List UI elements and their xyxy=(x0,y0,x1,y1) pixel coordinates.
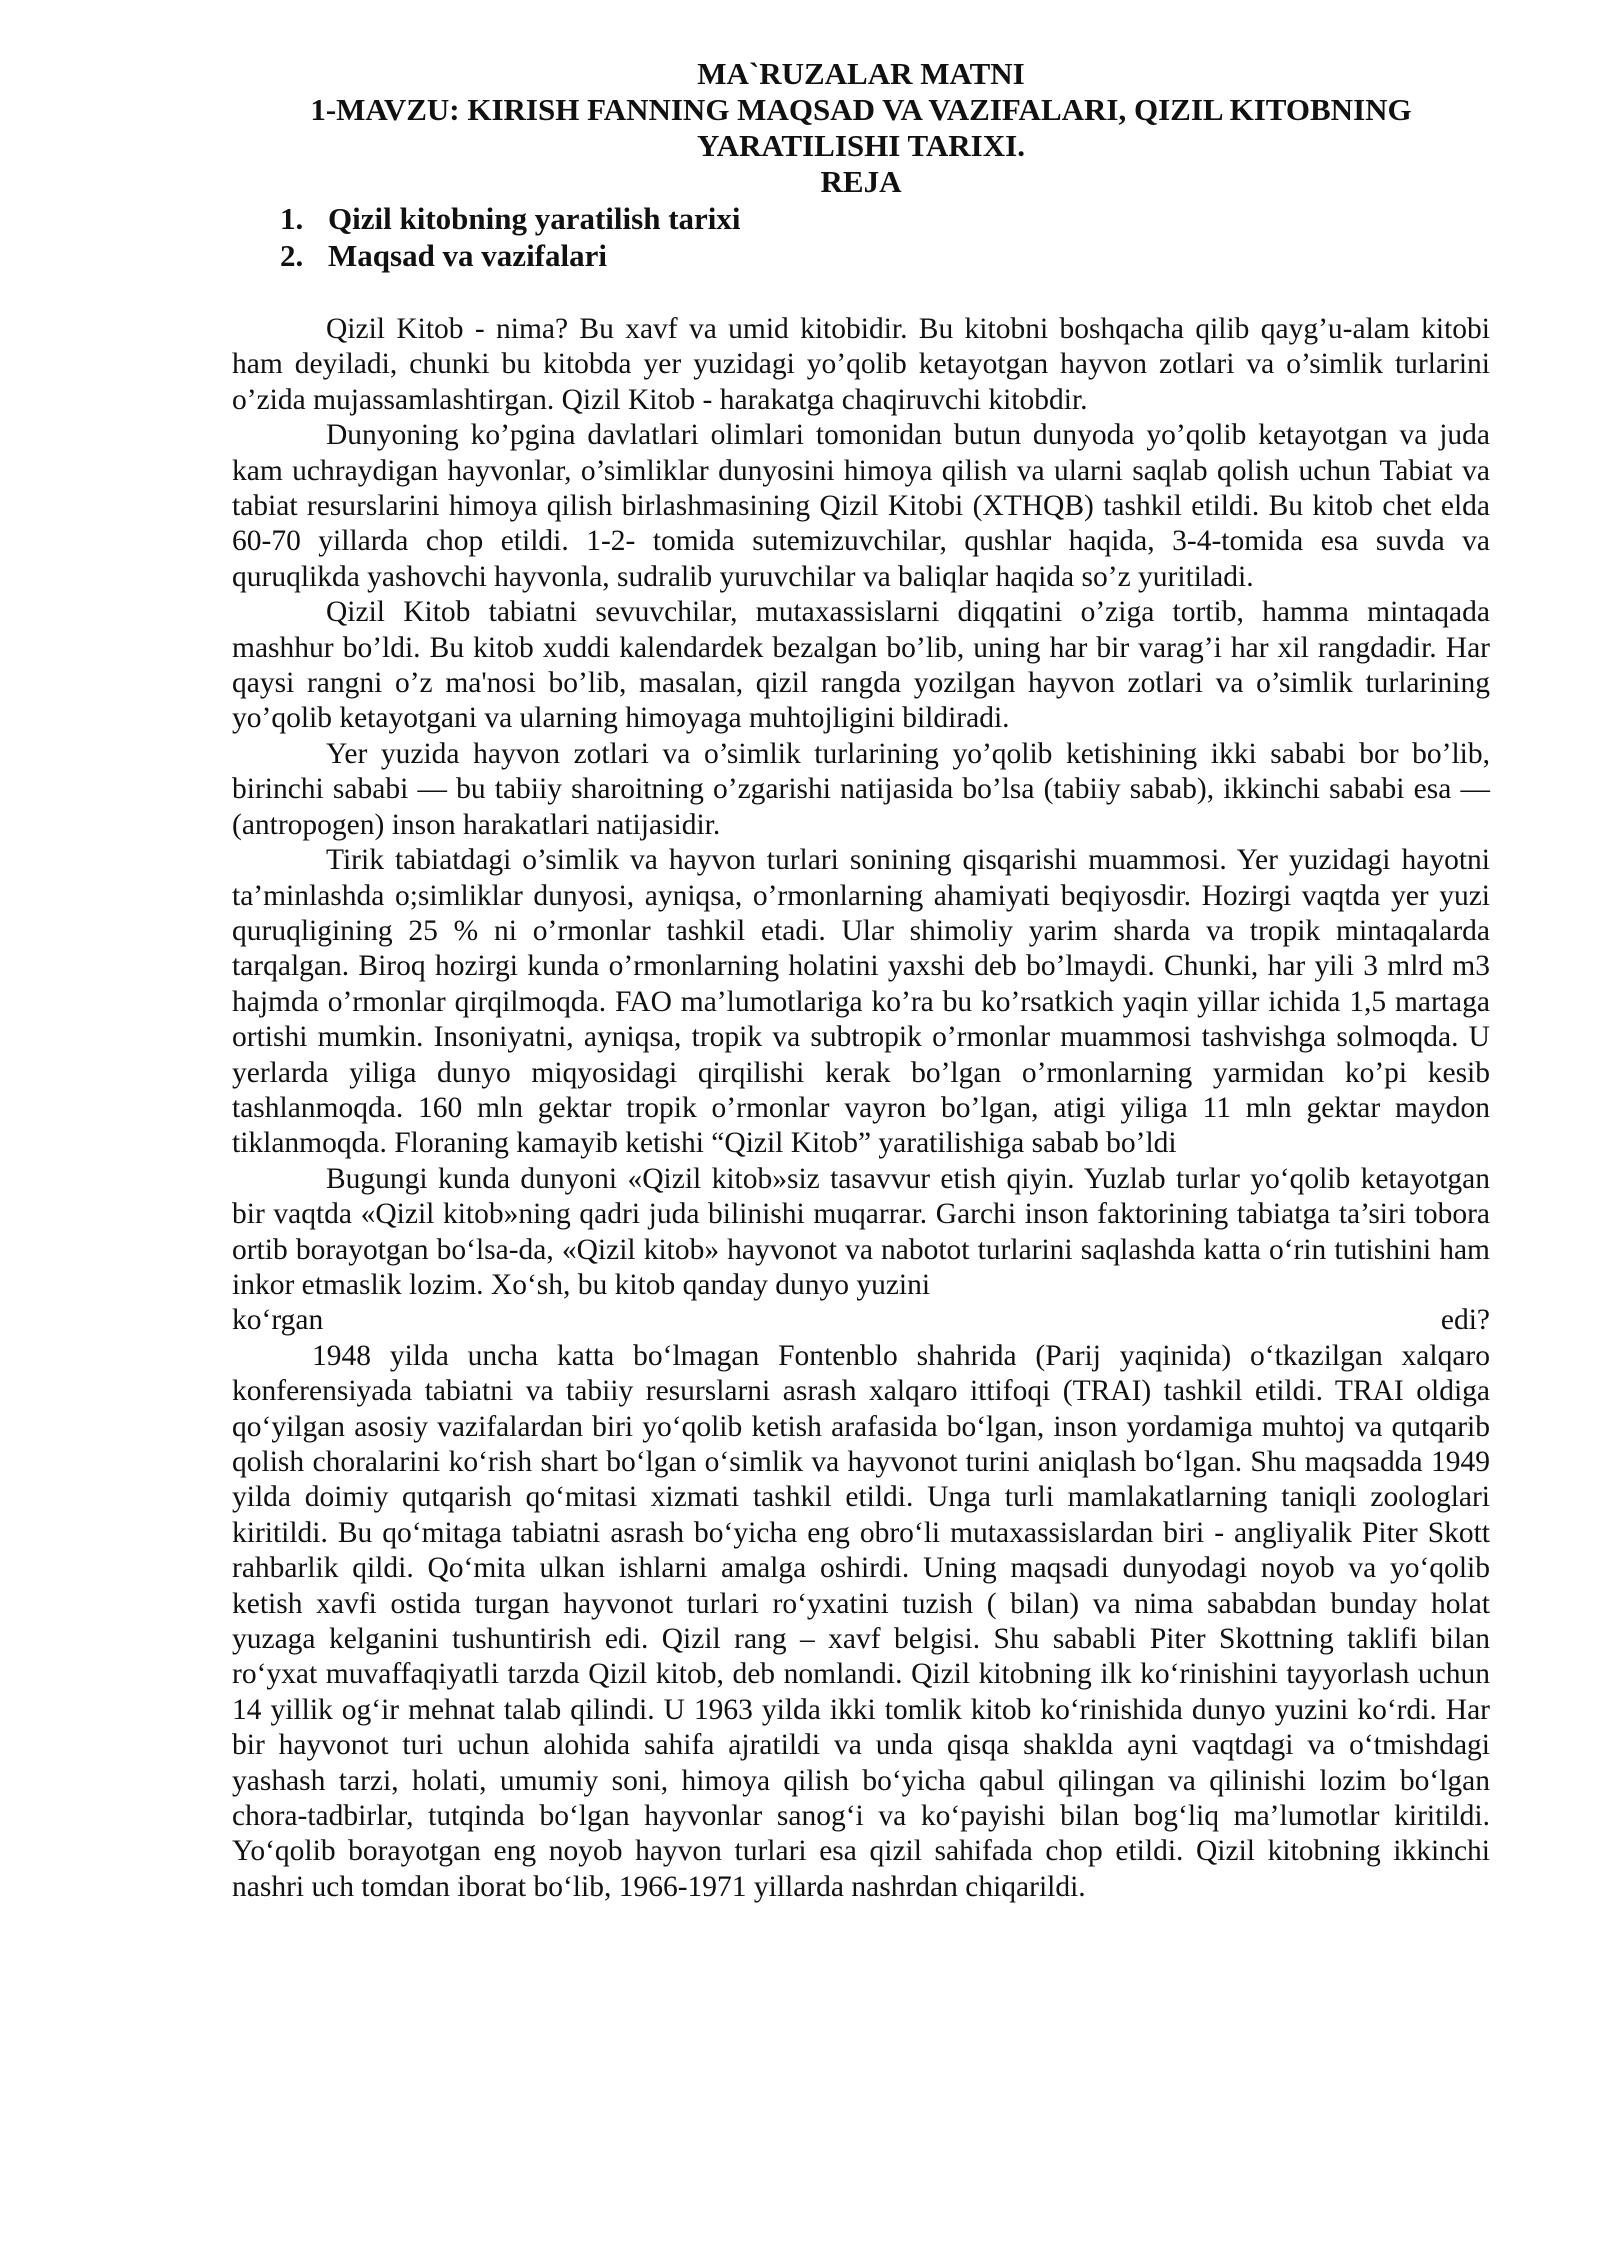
plan-item-text: Maqsad va vazifalari xyxy=(328,238,607,273)
topic-title-line-1: 1-MAVZU: KIRISH FANNING MAQSAD VA VAZIFALARI, QIZIL KITOBNING xyxy=(310,92,1412,127)
paragraph: Tirik tabiatdagi o’simlik va hayvon turlari sonining qisqarishi muammosi. Yer yuzidagi hayotni ta’minlashda o;simliklar dunyosi, ayniqsa, o’rmonlarning ahamiyati beqiyosdir. Hozirgi vaqtda yer yuzi quruqligining 25 % ni o’rmonlar tashkil etadi. Ular shimoliy yarim sharda va tropik mintaqalarda tarqalgan. Biroq hozirgi kunda o’rmonlarning holatini yaxshi deb bo’lmaydi. Chunki, har yili 3 mlrd m3 hajmda o’rmonlar qirqilmoqda. FAO ma’lumotlariga ko’ra bu ko’rsatkich yaqin yillar ichida 1,5 martaga ortishi mumkin. Insoniyatni, ayniqsa, tropik va subtropik o’rmonlar muammosi tashvishga solmoqda. U yerlarda yiliga dunyo miqyosidagi qirqilishi kerak bo’lgan o’rmonlarning yarmidan ko’pi kesib tashlanmoqda. 160 mln gektar tropik o’rmonlar vayron bo’lgan, atigi yiliga 11 mln gektar maydon tiklanmoqda. Floraning kamayib ketishi “Qizil Kitob” yaratilishiga sabab bo’ldi xyxy=(232,844,1490,1160)
topic-title-line-2: YARATILISHI TARIXI. xyxy=(697,128,1025,163)
paragraph-tail-left: ko‘rgan xyxy=(232,1304,324,1337)
paragraph-tail-right: edi? xyxy=(1440,1304,1490,1337)
paragraph: 1948 yilda uncha katta bo‘lmagan Fontenblo shahrida (Parij yaqinida) o‘tkazilgan xalqaro konferensiyada tabiatni va tabiiy resurslarni asrash xalqaro ittifoqi (TRAI) tashkil etildi. TRAI oldiga qo‘yilgan asosiy vazifalardan biri yo‘qolib ketish arafasida bo‘lgan, inson yordamiga muhtoj va qutqarib qolish choralarini ko‘rish shart bo‘lgan o‘simlik va hayvonot turini aniqlash bo‘lgan. Shu maqsadda 1949 yilda doimiy qutqarish qo‘mitasi xizmati tashkil etildi. Unga turli mamlakatlarning taniqli zoologlari kiritildi. Bu qo‘mitaga tabiatni asrash bo‘yicha eng obro‘li mutaxassislardan biri - angliyalik Piter Skott rahbarlik qildi. Qo‘mita ulkan ishlarni amalga oshirdi. Uning maqsadi dunyodagi noyob va yo‘qolib ketish xavfi ostida turgan hayvonot turlari ro‘yxatini tuzish ( bilan) va nima sababdan bunday holat yuzaga kelganini tushuntirish edi. Qizil rang – xavf belgisi. Shu sababli Piter Skottning taklifi bilan ro‘yxat muvaffaqiyatli tarzda Qizil kitob, deb nomlandi. Qizil kitobning ilk ko‘rinishini tayyorlash uchun 14 yillik og‘ir mehnat talab qilindi. U 1963 yilda ikki tomlik kitob ko‘rinishida dunyo yuzini ko‘rdi. Har bir hayvonot turi uchun alohida sahifa ajratildi va unda qisqa shaklda ayni vaqtdagi va o‘tmishdagi yashash tarzi, holati, umumiy soni, himoya qilish bo‘yicha qabul qilingan va qilinishi lozim bo‘lgan chora-tadbirlar, tutqinda bo‘lgan hayvonlar sanog‘i va ko‘payishi bilan bog‘liq ma’lumotlar kiritildi. Yo‘qolib borayotgan eng noyob hayvon turlari esa qizil sahifada chop etildi. Qizil kitobning ikkinchi nashri uch tomdan iborat bo‘lib, 1966-1971 yillarda nashrdan chiqarildi. xyxy=(232,1339,1490,1903)
document-title: MA`RUZALAR MATNI xyxy=(697,56,1025,91)
document-body xyxy=(232,312,1490,1905)
paragraph: Qizil Kitob - nima? Bu xavf va umid kitobidir. Bu kitobni boshqacha qilib qayg’u-alam kitobi ham deyiladi, chunki bu kitobda yer yuzidagi yo’qolib ketayotgan hayvon zotlari va o’simlik turlarini o’zida mujassamlashtirgan. Qizil Kitob - harakatga chaqiruvchi kitobdir. xyxy=(232,313,1490,416)
plan-item xyxy=(280,237,1490,274)
paragraph-tail-line xyxy=(232,1303,1490,1338)
plan-list xyxy=(232,200,1490,274)
paragraph: Yer yuzida hayvon zotlari va o’simlik turlarining yo’qolib ketishining ikki sababi bor bo’lib, birinchi sababi — bu tabiiy sharoitning o’zgarishi natijasida bo’lsa (tabiiy sabab), ikkinchi sababi esa — (antropogen) inson harakatlari natijasidir. xyxy=(232,737,1490,841)
plan-item xyxy=(280,200,1490,237)
paragraph: Bugungi kunda dunyoni «Qizil kitob»siz tasavvur etish qiyin. Yuzlab turlar yo‘qolib ketayotgan bir vaqtda «Qizil kitob»ning qadri juda bilinishi muqarrar. Garchi inson faktorining tabiatga ta’siri tobora ortib borayotgan bo‘lsa-da, «Qizil kitob» hayvonot va nabotot turlarini saqlashda katta o‘rin tutishini ham inkor etmaslik lozim. Xo‘sh, bu kitob qanday dunyo yuzini xyxy=(232,1162,1490,1301)
plan-title: REJA xyxy=(820,164,902,199)
plan-item-number: 1. xyxy=(280,201,304,236)
paragraph: Dunyoning ko’pgina davlatlari olimlari tomonidan butun dunyoda yo’qolib ketayotgan va juda kam uchraydigan hayvonlar, o’simliklar dunyosini himoya qilish va ularni saqlab qolish uchun Tabiat va tabiat resurslarini himoya qilish birlashmasining Qizil Kitobi (XTHQB) tashkil etildi. Bu kitob chet elda 60-70 yillarda chop etildi. 1-2- tomida sutemizuvchilar, qushlar haqida, 3-4-tomida esa suvda va quruqlikda yashovchi hayvonla, sudralib yuruvchilar va baliqlar haqida so’z yuritiladi. xyxy=(232,419,1490,593)
plan-item-number: 2. xyxy=(280,238,304,273)
plan-item-text: Qizil kitobning yaratilish tarixi xyxy=(328,201,741,236)
paragraph: Qizil Kitob tabiatni sevuvchilar, mutaxassislarni diqqatini o’ziga tortib, hamma mintaqada mashhur bo’ldi. Bu kitob xuddi kalendardek bezalgan bo’lib, uning har bir varag’i har xil rangdadir. Har qaysi rangni o’z ma'nosi bo’lib, masalan, qizil rangda yozilgan hayvon zotlari va o’simlik turlarining yo’qolib ketayotgani va ularning himoyaga muhtojligini bildiradi. xyxy=(232,596,1490,735)
